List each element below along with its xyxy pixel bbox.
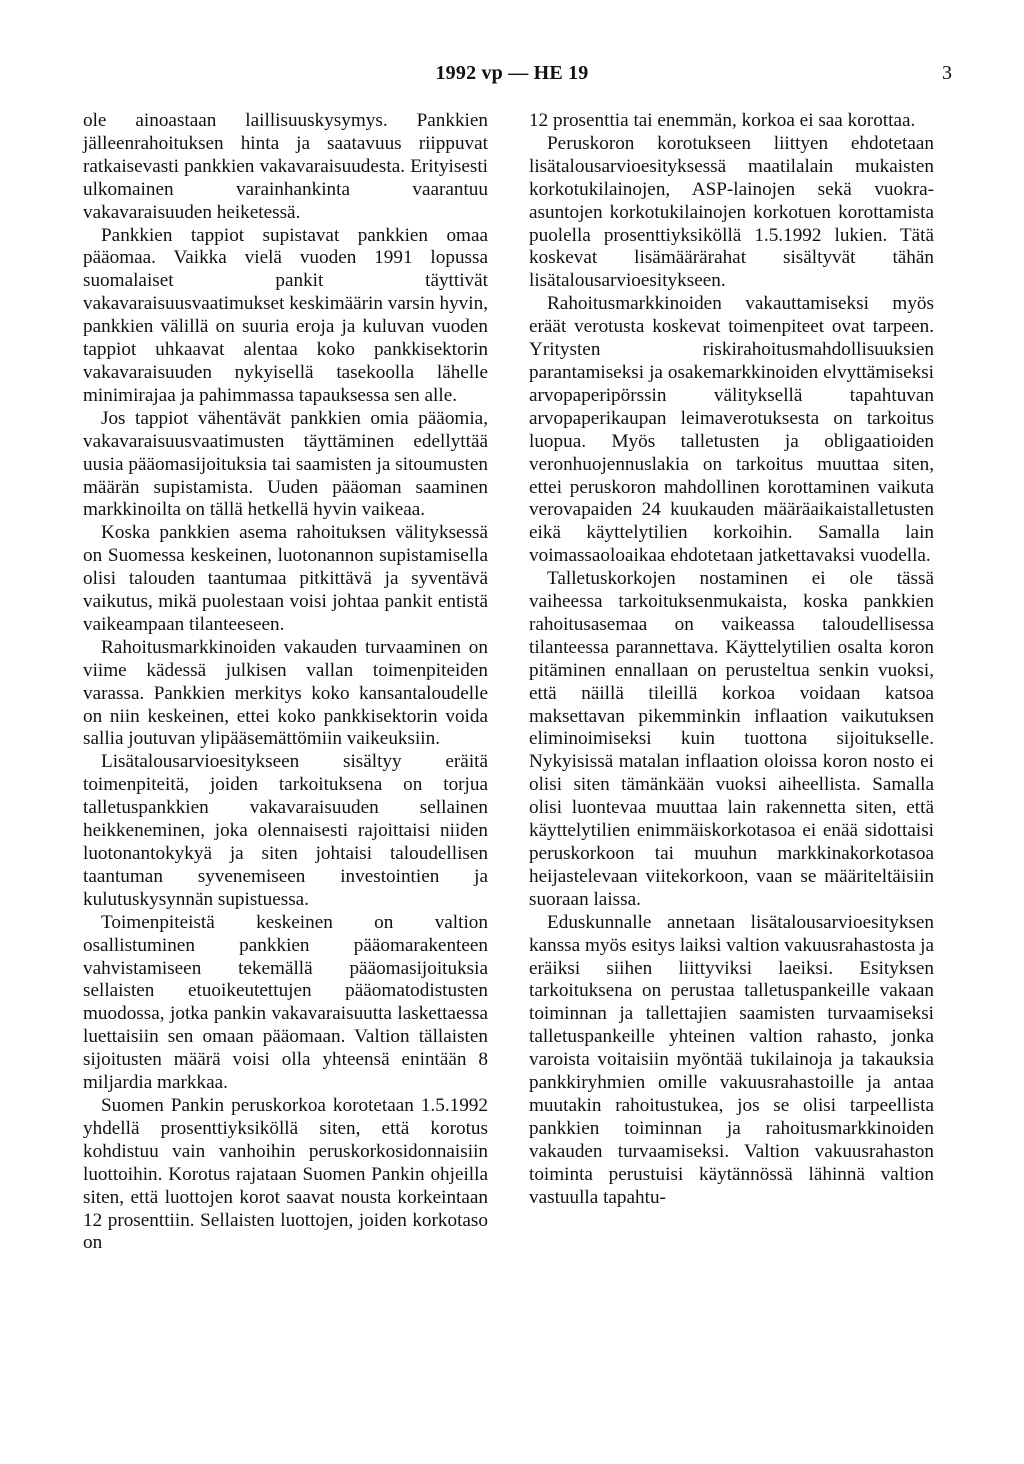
paragraph: Talletuskorkojen nostaminen ei ole tässä vaiheessa tarkoituksenmukaista, koska pankkien rahoitusasemaa on vaikeassa taloudellisessa tilanteessa parannettava. Käyttelytilien osalta koron pitäminen ennallaan on perusteltua senkin vuoksi, että näillä tileillä korkoa voidaan katsoa maksettavan pikemminkin inflaation vaikutuksen eliminoimiseksi kuin tuottona sijoitukselle. Nykyisissä matalan inflaation oloissa koron nosto ei olisi siten tämänkään vuoksi aiheellista. Samalla olisi luontevaa muuttaa lain rakennetta siten, että käyttelytilien enimmäiskorkotasoa ei enää sidottaisi peruskorkoon tai muuhun markkinakorkotasoa heijastelevaan viitekorkoon, vaan se määriteltäisiin suoraan laissa. <box>529 568 934 910</box>
paragraph: Eduskunnalle annetaan lisätalousarvioesityksen kanssa myös esitys laiksi valtion vakuusrahastosta ja eräiksi siihen liittyviksi laeiksi. Esityksen tarkoituksena on perustaa talletuspankeille vakaan toiminnan ja tallettajien saamisten turvaamiseksi talletuspankeille yhteinen valtion rahasto, jonka varoista voitaisiin myöntää tukilainoja ja takauksia pankkiryhmien omille vakuusrahastoille ja antaa muutakin rahoitustukea, jos se olisi tarpeellista pankkien toiminnan ja rahoitusmarkkinoiden vakauden turvaamiseksi. Valtion vakuusrahaston toiminta perustuisi käytännössä lähinnä valtion vastuulla tapahtu- <box>529 911 935 1208</box>
paragraph: Toimenpiteistä keskeinen on valtion osallistuminen pankkien pääomarakenteen vahvistamiseen tekemällä pääomasijoituksia sellaisten etuoikeutettujen pääomatodistusten muodossa, jotka pankin vakavaraisuutta laskettaessa luettaisiin sen omaan pääomaan. Valtion tällaisten sijoitusten määrä voisi olla yhteensä enintään 8 miljardia markkaa. <box>83 911 488 1094</box>
paragraph: 12 prosenttia tai enemmän, korkoa ei saa korottaa. <box>529 110 916 131</box>
paragraph: Koska pankkien asema rahoituksen välityksessä on Suomessa keskeinen, luotonannon supistamisella olisi talouden taantumaa pitkittävä ja syventävä vaikutus, mikä puolestaan voisi johtaa pankit entistä vaikeampaan tilanteeseen. <box>83 522 488 635</box>
paragraph: Rahoitusmarkkinoiden vakauttamiseksi myös eräät verotusta koskevat toimenpiteet ovat tarpeen. Yritysten riskirahoitusmahdollisuuksien parantamiseksi ja osakemarkkinoiden elvyttämiseksi arvopaperipörssin välityksellä tapahtuvan arvopaperikaupan leimaverotuksesta on tarkoitus luopua. Myös talletusten ja obligaatioiden veronhuojennuslakia on tarkoitus muuttaa siten, ettei peruskoron mahdollinen korottaminen vaikuta verovapaiden 24 kuukauden määräaikaistalletusten eikä käyttelytilien korkoihin. Samalla lain voimassaoloaikaa ehdotetaan jatkettavaksi vuodella. <box>529 293 934 567</box>
paragraph: Jos tappiot vähentävät pankkien omia pääomia, vakavaraisuusvaatimusten täyttäminen edellyttää uusia pääomasijoituksia tai saamisten ja sitoumusten määrän supistamista. Uuden pääoman saaminen markkinoilta on tällä hetkellä hyvin vaikeaa. <box>83 407 488 521</box>
right-column <box>529 110 934 1210</box>
paragraph: ole ainoastaan laillisuuskysymys. Pankkien jälleenrahoituksen hinta ja saatavuus riippuvat ratkaisevasti pankkien vakavaraisuudesta. Erityisesti ulkomainen varainhankinta vaarantuu vakavaraisuuden heiketessä. <box>83 110 488 223</box>
left-column <box>83 110 488 1255</box>
paragraph: Rahoitusmarkkinoiden vakauden turvaaminen on viime kädessä julkisen vallan toimenpiteiden varassa. Pankkien merkitys koko kansantaloudelle on niin keskeinen, ettei koko pankkisektorin voida sallia joutuvan ylipääsemättömiin vaikeuksiin. <box>83 636 488 750</box>
paragraph: Pankkien tappiot supistavat pankkien omaa pääomaa. Vaikka vielä vuoden 1991 lopussa suomalaiset pankit täyttivät vakavaraisuusvaatimukset keskimäärin varsin hyvin, pankkien välillä on suuria eroja ja kuluvan vuoden tappiot uhkaavat alentaa koko pankkisektorin vakavaraisuuden nykyisellä tasekoolla lähelle minimirajaa ja pahimmassa tapauksessa sen alle. <box>83 224 488 406</box>
paragraph: Suomen Pankin peruskorkoa korotetaan 1.5.1992 yhdellä prosenttiyksiköllä siten, että korotus kohdistuu vain vanhoihin peruskorkosidonnaisiin luottoihin. Korotus rajataan Suomen Pankin ohjeilla siten, että luottojen korot saavat nousta korkeintaan 12 prosenttiin. Sellaisten luottojen, joiden korkotaso on <box>83 1094 488 1254</box>
paragraph: Peruskoron korotukseen liittyen ehdotetaan lisätalousarvioesityksessä maatilalain mukaisten korkotukilainojen, ASP-lainojen sekä vuokra-asuntojen korkotukilainojen korkotuen korottamista puolella prosenttiyksiköllä 1.5.1992 lukien. Tätä koskevat lisämäärärahat sisältyvät tähän lisätalousarvioesitykseen. <box>529 132 934 292</box>
page-header-title: 1992 vp — HE 19 <box>435 62 589 84</box>
page-number: 3 <box>942 62 952 84</box>
paragraph: Lisätalousarvioesitykseen sisältyy eräitä toimenpiteitä, joiden tarkoituksena on torjua talletuspankkien vakavaraisuuden sellainen heikkeneminen, joka olennaisesti rajoittaisi niiden luotonantokykyä ja siten johtaisi taloudellisen taantuman syvenemiseen investointien ja kulutuskysynnän supistuessa. <box>83 751 488 910</box>
